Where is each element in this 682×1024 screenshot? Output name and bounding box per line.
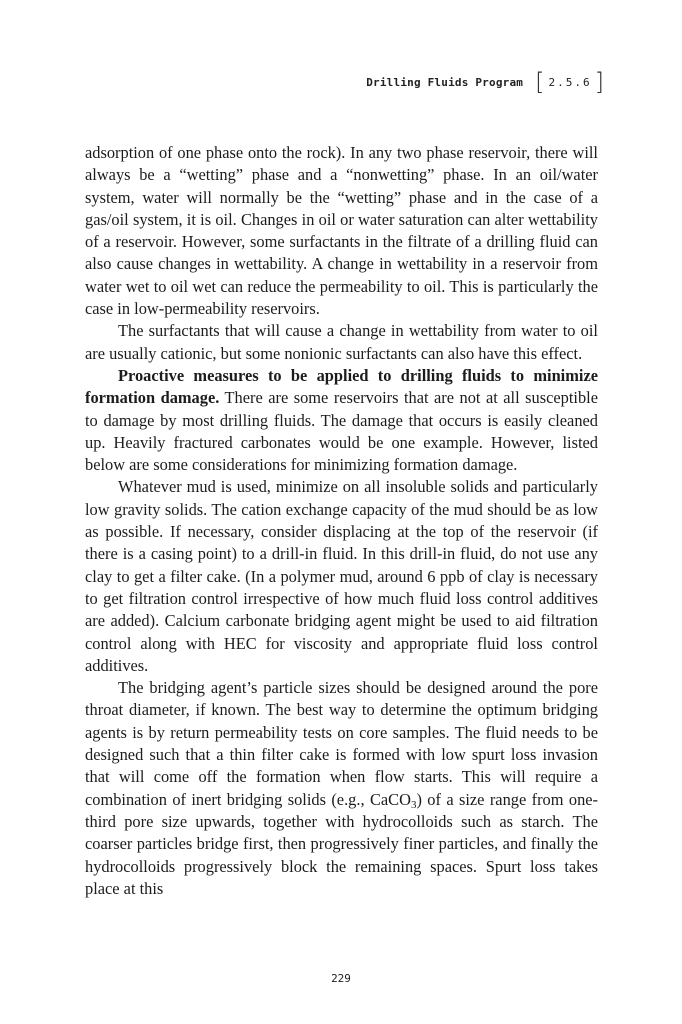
paragraph-3-text: There are some reservoirs that are not at all susceptible to damage by most drilling fluids. The damage that occurs is easily cleaned up. Heavily fractured carbonates would be one example. However, listed below are some considerations for minimizing formation damage. [85,388,598,475]
paragraph-5-text-a: The bridging agent’s particle sizes should be designed around the pore throat diameter, if known. The best way to determine the optimum bridging agents is by return permeability tests on core samples. The fluid needs to be designed such that a thin filter cake is formed with low spurt loss invasion that will come off the formation when flow starts. This will require a combination of inert bridging solids (e.g., CaCO [85,678,598,809]
paragraph-5 [85,677,598,900]
running-head-title: Drilling Fluids Program [366,75,524,89]
paragraph-3 [85,365,598,476]
run-in-heading: Proactive measures to be applied to drilling fluids to minimize formation damage. [85,365,598,408]
page-number: 229 [331,972,351,985]
section-number-text: 2.5.6 [548,75,592,89]
paragraph-4: Whatever mud is used, minimize on all insoluble solids and particularly low gravity solids. The cation exchange capacity of the mud should be as low as possible. If necessary, consider displacing at the top of the reservoir (if there is a casing point) to a drill-in fluid. In this drill-in fluid, do not use any clay to get a filter cake. (In a polymer mud, around 6 ppb of clay is necessary to get filtration control irrespective of how much fluid loss control additives are added). Calcium carbonate bridging agent might be used to aid filtration control along with HEC for viscosity and appropriate fluid loss control additives. [85,477,598,675]
section-number [535,70,604,94]
paragraph-2: The surfactants that will cause a change in wettability from water to oil are usually cationic, but some nonionic surfactants can also have this effect. [85,321,598,363]
running-head [366,70,604,94]
body-text [85,142,598,900]
right-bracket: ] [594,68,604,96]
subscript-3: 3 [410,798,417,811]
paragraph-5-text-b: ) of a size range from one-third pore size upwards, together with hydrocolloids such as starch. The coarser particles bridge first, then progressively finer particles, and finally the hydrocolloids progressively block the remaining spaces. Spurt loss takes place at this [85,789,598,898]
paragraph-1: adsorption of one phase onto the rock). In any two phase reservoir, there will always be a “wetting” phase and a “nonwetting” phase. In an oil/water system, water will normally be the “wetting” phase and in the case of a gas/oil system, it is oil. Changes in oil or water saturation can alter wettability of a reservoir. However, some surfactants in the filtrate of a drilling fluid can also cause changes in wettability. A change in wettability in a reservoir from water wet to oil wet can reduce the permeability to oil. This is particularly the case in low-permeability reservoirs. [85,143,598,319]
left-bracket: [ [535,68,545,96]
